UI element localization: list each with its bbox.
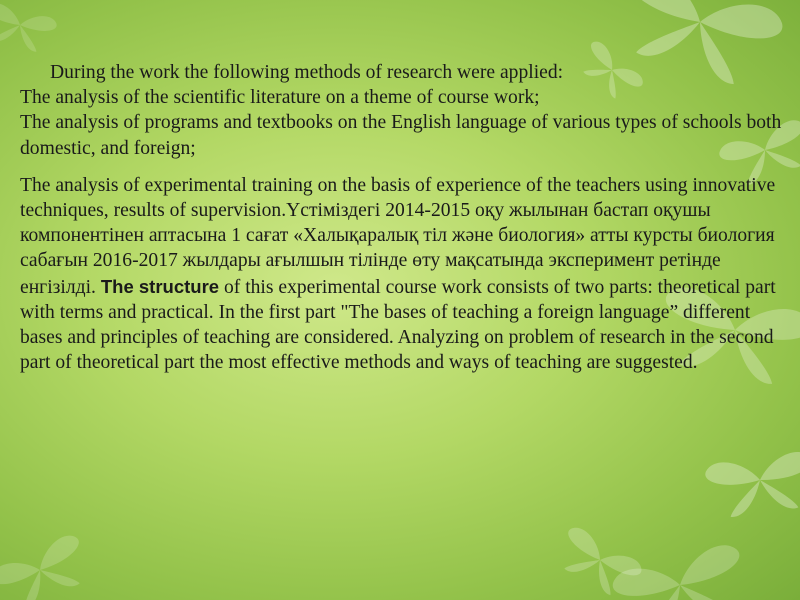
butterfly-icon [610,541,754,600]
methods-intro: During the work the following methods of research were applied: [50,62,564,83]
method-item: The analysis of the scientific literature on a theme of course work; [20,87,540,109]
structure-bold: The structure [100,275,220,297]
paragraph-end: of this experimental course work consists of two parts: theoretical part with terms and practical. In the first part "The bases of teaching a foreign language” different bases and principles of teaching are considered. Analyzing on problem of research in the second part of theoretical part the most effective methods and ways of teaching are suggested. [20,276,776,374]
butterfly-icon [0,532,95,600]
methods-intro-block [20,60,790,161]
method-item: The analysis of programs and textbooks on the English language of various types of schools both domestic, and foreign; [20,112,782,159]
body-paragraph [20,173,790,376]
slide-text [20,60,790,375]
butterfly-icon [0,1,58,55]
butterfly-icon [704,450,800,520]
paragraph-start: The analysis of experimental training on the basis of experience of the teachers using innovative techniques, results of supervision.Үстіміздегі 2014-2015 оқу жылынан бастап оқушы компонентінен аптасына 1 сағат «Халықаралық тіл және биология» атты курсты биология сабағын 2016-2017 жылдары ағылшын тілінде өту мақсатында эксперимент ретінде енгізілді. [20,174,776,298]
